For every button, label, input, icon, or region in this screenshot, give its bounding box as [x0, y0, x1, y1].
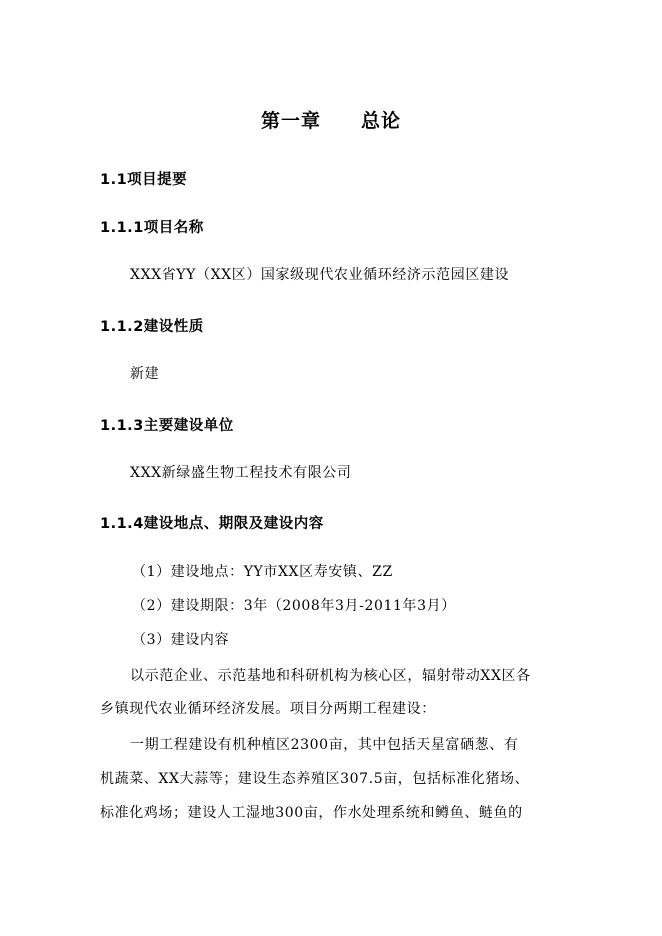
paragraph-line: 标准化鸡场；建设人工湿地300亩，作水处理系统和鳟鱼、鲢鱼的 [100, 805, 523, 821]
construction-nature-text: 新建 [130, 366, 160, 382]
paragraph-line: 以示范企业、示范基地和科研机构为核心区，辐射带动XX区各 [130, 668, 531, 684]
section-heading-1-1: 1.1项目提要 [100, 172, 188, 188]
paragraph-line: 机蔬菜、XX大蒜等；建设生态养殖区307.5亩，包括标准化猪场、 [100, 771, 530, 787]
list-item-period: （2）建设期限：3年（2008年3月-2011年3月） [132, 598, 456, 614]
section-heading-1-1-3: 1.1.3主要建设单位 [100, 418, 234, 434]
project-name-text: XXX省YY（XX区）国家级现代农业循环经济示范园区建设 [130, 267, 510, 283]
list-item-content: （3）建设内容 [132, 632, 230, 648]
list-item-location: （1）建设地点：YY市XX区寿安镇、ZZ [132, 564, 393, 580]
paragraph-line: 一期工程建设有机种植区2300亩，其中包括天星富硒葱、有 [130, 737, 519, 753]
section-heading-1-1-2: 1.1.2建设性质 [100, 319, 204, 335]
section-heading-1-1-4: 1.1.4建设地点、期限及建设内容 [100, 516, 324, 532]
construction-unit-text: XXX新绿盛生物工程技术有限公司 [130, 465, 352, 481]
chapter-title: 第一章 总论 [260, 110, 401, 132]
section-heading-1-1-1: 1.1.1项目名称 [100, 220, 204, 236]
paragraph-line: 乡镇现代农业循环经济发展。项目分两期工程建设： [100, 701, 436, 717]
